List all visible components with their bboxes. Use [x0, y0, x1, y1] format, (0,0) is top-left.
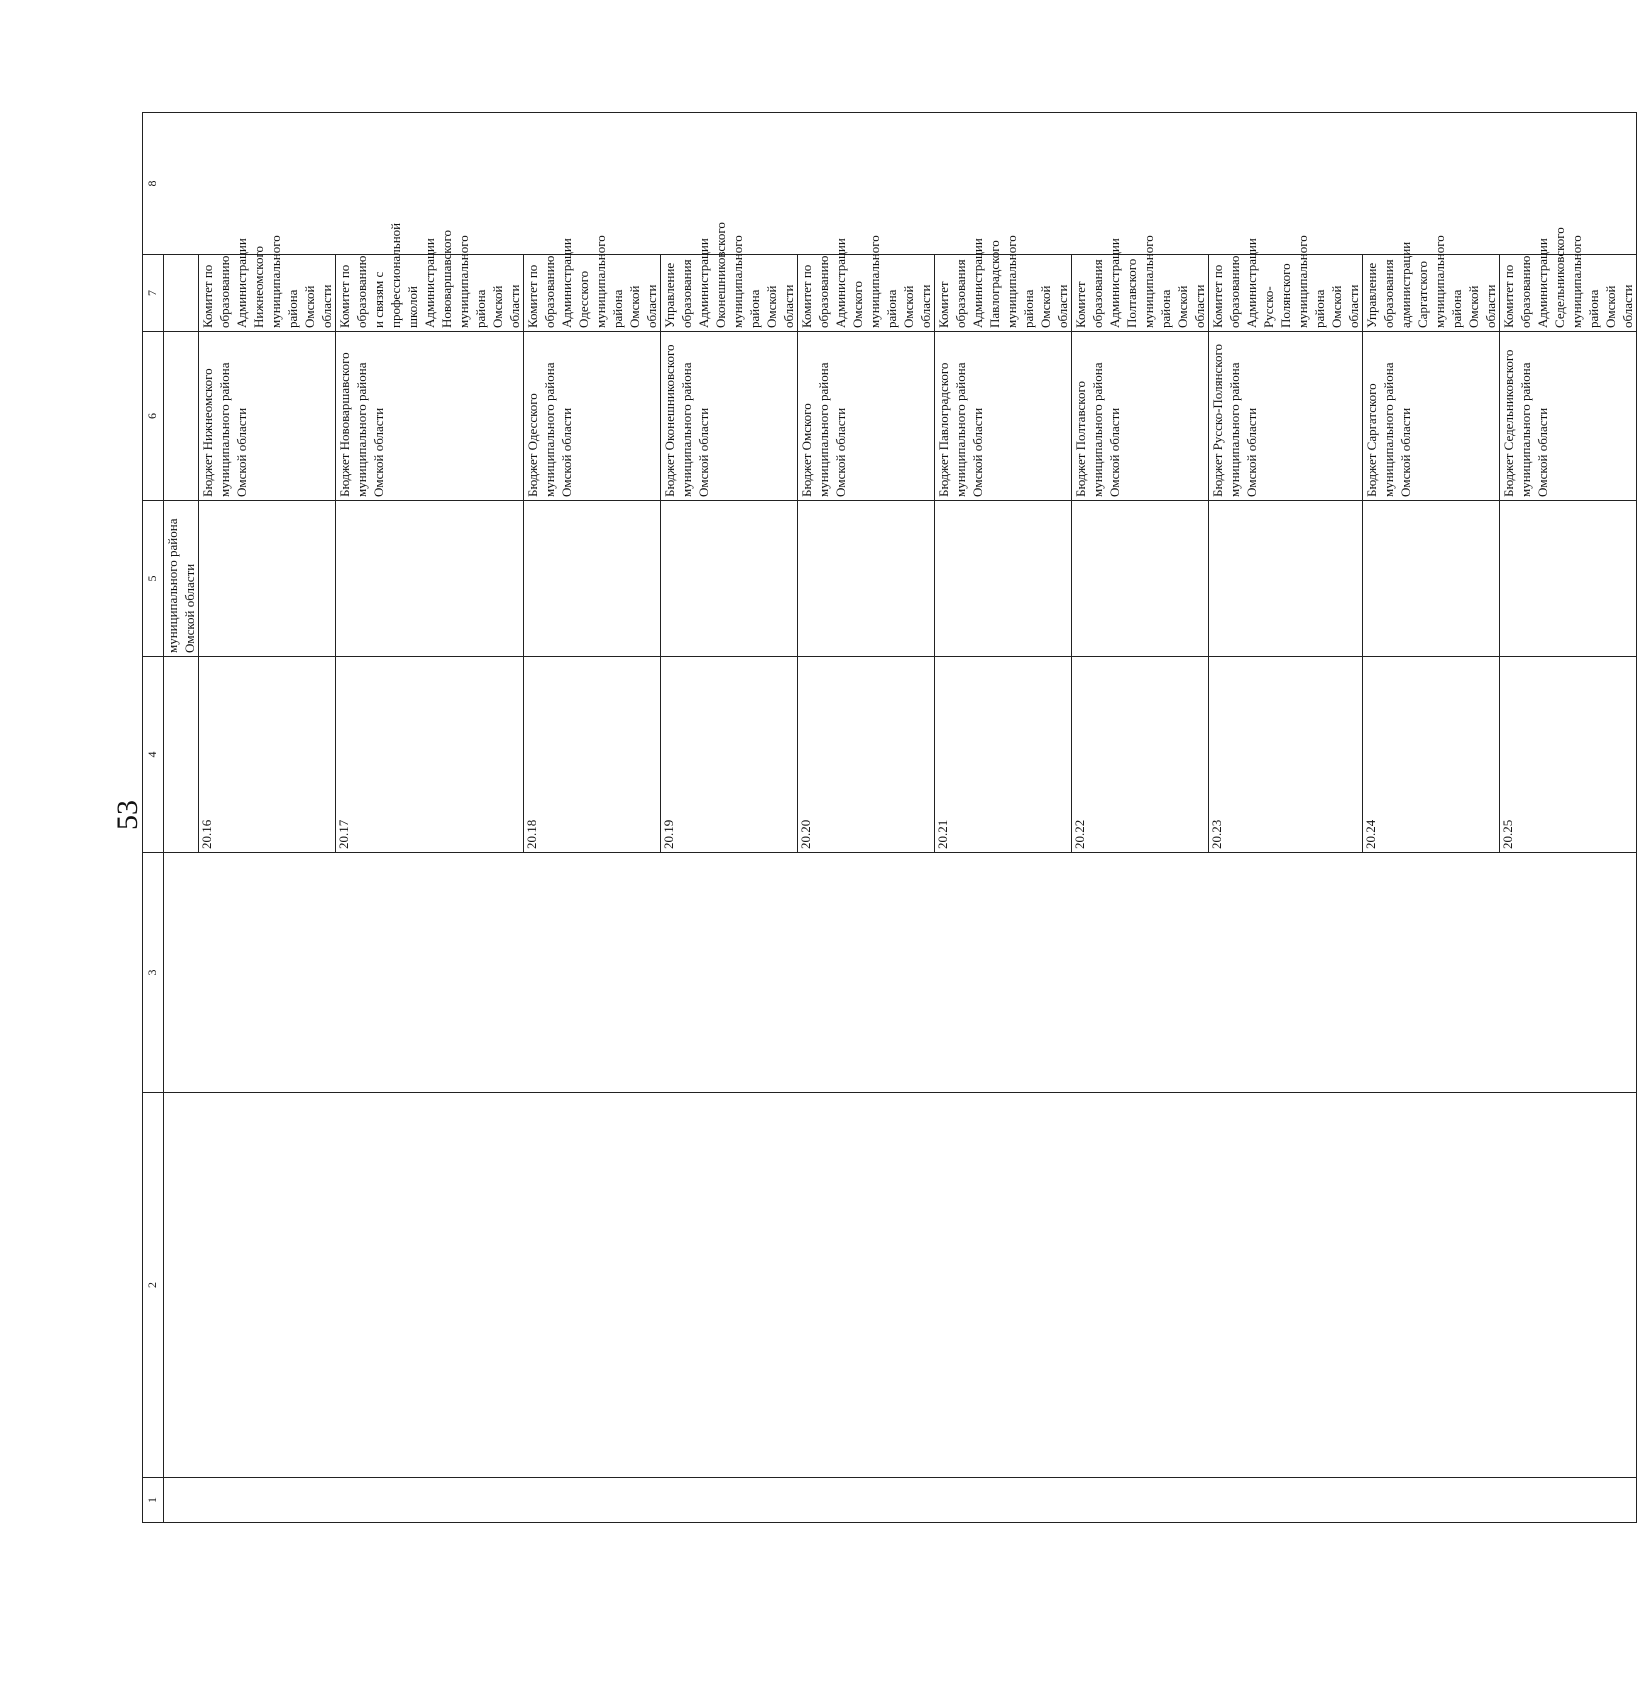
column-number-row [143, 113, 164, 1523]
administrator-name: Комитет по образованию Администрации Седельниковского муниципального района Омской области [1500, 255, 1637, 332]
empty-cell [798, 501, 935, 657]
administrator-name: Управление образования администрации Саргатского муниципального района Омской области [1363, 255, 1500, 332]
empty-cell [1072, 501, 1209, 657]
empty-cell [524, 501, 661, 657]
budget-name: Бюджет Павлоградского муниципального района Омской области [935, 332, 1072, 501]
empty-cell [1500, 501, 1637, 657]
budget-name: Бюджет Седельниковского муниципального района Омской области [1500, 332, 1637, 501]
column-number: 8 [143, 113, 1637, 255]
empty-cell [199, 501, 336, 657]
administrator-name: Комитет образования Администрации Павлоградского муниципального района Омской области [935, 255, 1072, 332]
budget-name: Бюджет Нововаршавского муниципального района Омской области [336, 332, 524, 501]
continuation-text: муниципального района Омской области [164, 501, 199, 657]
empty-cell [1209, 501, 1363, 657]
empty-cell [164, 1478, 1637, 1523]
rotated-table-container [142, 113, 1635, 1523]
row-number: 20.21 [935, 657, 1072, 853]
budget-name: Бюджет Оконешниковского муниципального района Омской области [661, 332, 798, 501]
row-number: 20.19 [661, 657, 798, 853]
budget-table [142, 112, 1637, 1523]
empty-cell [164, 657, 199, 853]
budget-name: Бюджет Саргатского муниципального района Омской области [1363, 332, 1500, 501]
budget-name: Бюджет Омского муниципального района Омской области [798, 332, 935, 501]
administrator-name: Управление образования Администрации Оконешниковского муниципального района Омской области [661, 255, 798, 332]
empty-cell [661, 501, 798, 657]
administrator-name: Комитет по образованию Администрации Одесского муниципального района Омской области [524, 255, 661, 332]
row-number: 20.20 [798, 657, 935, 853]
empty-cell [336, 501, 524, 657]
empty-cell [1363, 501, 1500, 657]
budget-name: Бюджет Полтавского муниципального района Омской области [1072, 332, 1209, 501]
empty-cell [164, 1093, 1637, 1478]
administrator-name: Комитет по образованию Администрации Русско-Полянского муниципального района Омской области [1209, 255, 1363, 332]
page-number: 53 [111, 800, 144, 830]
row-number: 20.23 [1209, 657, 1363, 853]
column-number: 6 [143, 332, 164, 501]
column-number: 7 [143, 255, 164, 332]
budget-name: Бюджет Нижнеомского муниципального района Омской области [199, 332, 336, 501]
row-number: 20.22 [1072, 657, 1209, 853]
column-number: 1 [143, 1478, 164, 1523]
row-number: 20.16 [199, 657, 336, 853]
empty-cell [935, 501, 1072, 657]
row-number: 20.25 [1500, 657, 1637, 853]
administrator-name: Комитет по образованию и связям с профессиональной школой Администрации Нововаршавского муниципального района Омской области [336, 255, 524, 332]
column-number: 2 [143, 1093, 164, 1478]
row-number: 20.17 [336, 657, 524, 853]
budget-name: Бюджет Русско-Полянского муниципального района Омской области [1209, 332, 1363, 501]
administrator-name: Комитет по образованию Администрации Нижнеомского муниципального района Омской области [199, 255, 336, 332]
continuation-row [164, 113, 199, 1523]
empty-cell [164, 853, 1637, 1093]
row-number: 20.24 [1363, 657, 1500, 853]
empty-cell [164, 332, 199, 501]
budget-name: Бюджет Одесского муниципального района Омской области [524, 332, 661, 501]
administrator-name: Комитет образования Администрации Полтавского муниципального района Омской области [1072, 255, 1209, 332]
column-number: 5 [143, 501, 164, 657]
column-number: 4 [143, 657, 164, 853]
row-number: 20.18 [524, 657, 661, 853]
administrator-name: Комитет по образованию Администрации Омского муниципального района Омской области [798, 255, 935, 332]
column-number: 3 [143, 853, 164, 1093]
